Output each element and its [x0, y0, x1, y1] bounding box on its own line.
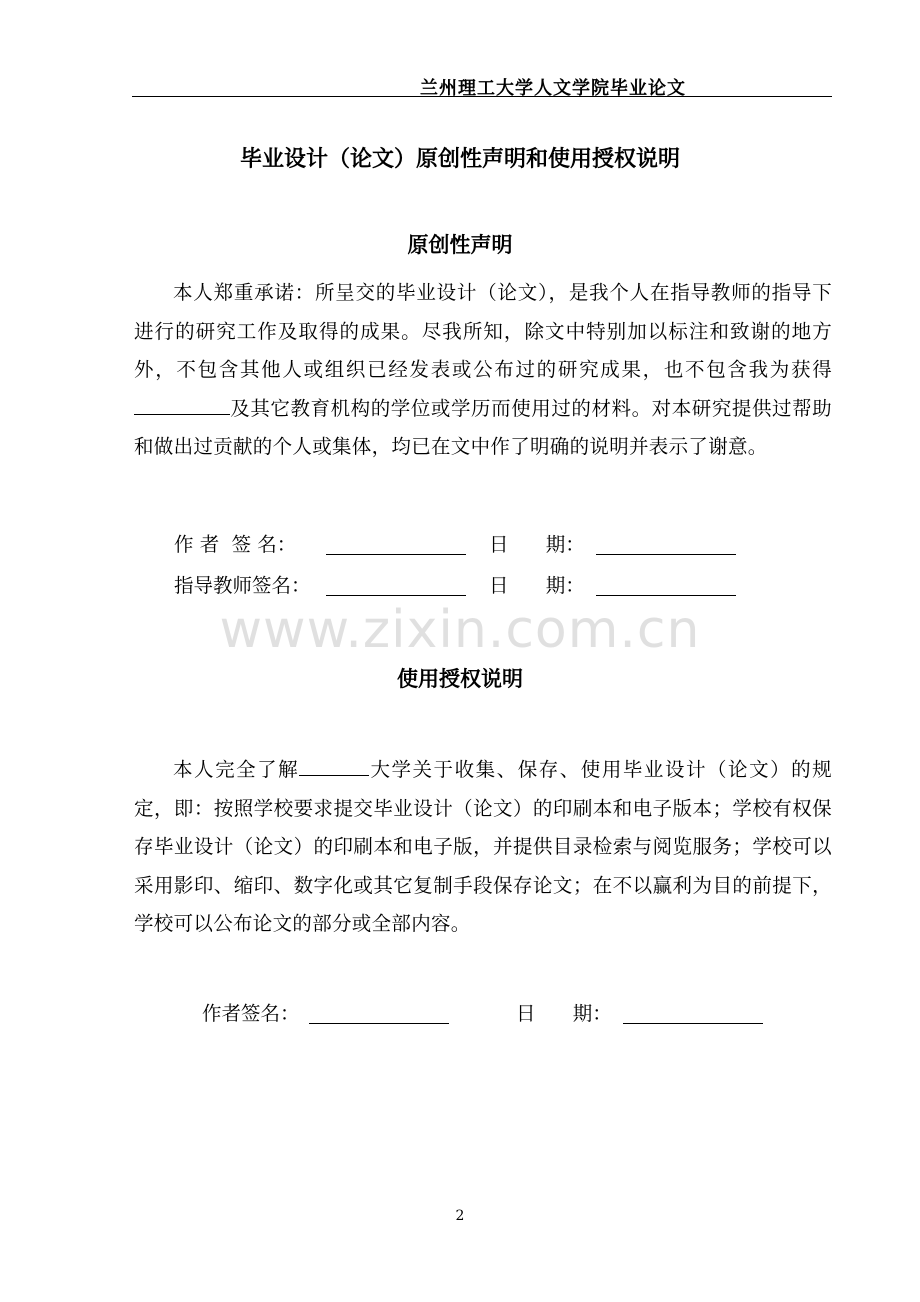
author-signature-row — [0, 530, 920, 560]
originality-text-part1: 本人郑重承诺：所呈交的毕业设计（论文），是我个人在指导教师的指导下进行的研究工作及取得的成果。尽我所知，除文中特别加以标注和致谢的地方外，不包含其他人或组织已经发表或公布过的研究成果，也不包含我为获得 — [134, 281, 832, 381]
page-header — [132, 70, 832, 97]
supervisor-date-line — [596, 595, 736, 596]
authorization-date-label: 日 期： — [516, 1002, 612, 1025]
originality-paragraph — [134, 274, 832, 467]
originality-text-part2: 及其它教育机构的学位或学历而使用过的材料。对本研究提供过帮助和做出过贡献的个人或集体，均已在文中作了明确的说明并表示了谢意。 — [134, 396, 832, 458]
authorization-heading: 使用授权说明 — [397, 667, 523, 691]
page-number: 2 — [455, 1208, 465, 1224]
university-blank — [299, 774, 369, 776]
author-signature-line — [326, 554, 466, 555]
watermark: www.zixin.com.cn — [219, 600, 701, 660]
supervisor-date-label: 日 期： — [489, 574, 585, 597]
originality-heading: 原创性声明 — [407, 233, 513, 257]
authorization-author-label: 作者签名： — [202, 1002, 300, 1025]
supervisor-signature-label: 指导教师签名： — [174, 574, 311, 597]
authorization-paragraph — [134, 751, 832, 944]
authorization-text-part2: 大学关于收集、保存、使用毕业设计（论文）的规定，即：按照学校要求提交毕业设计（论文）的印刷本和电子版本；学校有权保存毕业设计（论文）的印刷本和电子版，并提供目录检索与阅览服务；学校可以采用影印、缩印、数字化或其它复制手段保存论文；在不以赢利为目的前提下，学校可以公布论文的部分或全部内容。 — [134, 758, 832, 935]
document-title: 毕业设计（论文）原创性声明和使用授权说明 — [239, 147, 680, 172]
header-title: 兰州理工大学人文学院毕业论文 — [420, 78, 686, 99]
degree-blank — [134, 413, 230, 415]
authorization-text-part1: 本人完全了解 — [173, 758, 300, 781]
author-date-label: 日 期： — [489, 533, 585, 556]
author-signature-label: 作 者 签 名： — [174, 533, 297, 556]
supervisor-signature-row — [0, 571, 920, 601]
supervisor-signature-line — [326, 595, 466, 596]
authorization-signature-row — [0, 999, 920, 1029]
authorization-author-line — [309, 1023, 449, 1024]
authorization-date-line — [623, 1023, 763, 1024]
author-date-line — [596, 554, 736, 555]
